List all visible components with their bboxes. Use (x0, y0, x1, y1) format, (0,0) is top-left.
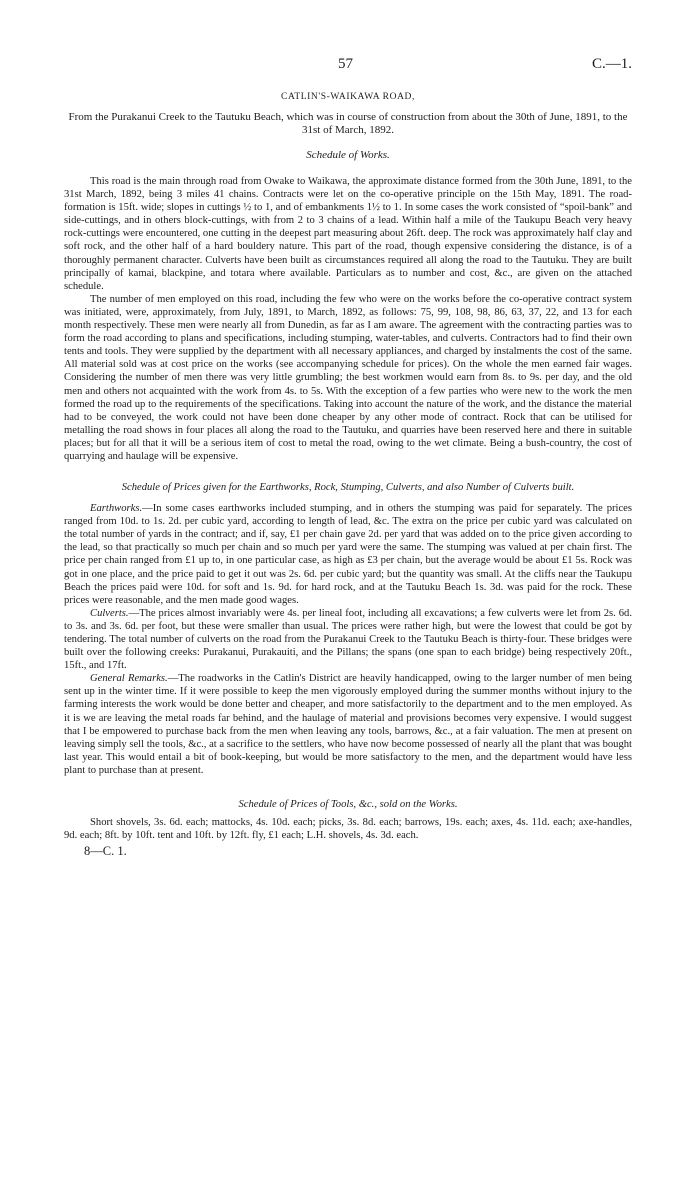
tools-prices-text: Short shovels, 3s. 6d. each; mattocks, 4s. 10d. each; picks, 3s. 8d. each; barrows, 19s. each; axes, 4s. 11d. each; axe-handles, 9d. each; 8ft. by 10ft. tent and 10ft. by 12ft. fly, £1 each; L.H. shovels, 4s. 3d. each. (64, 817, 632, 842)
schedule-of-works-heading: Schedule of Works. (306, 149, 390, 161)
section-title: CATLIN'S-WAIKAWA ROAD, (281, 92, 415, 102)
page-header (64, 56, 632, 78)
paragraph: The number of men employed on this road, including the few who were on the works before the co-operative contract system was initiated, were, approximately, from July, 1891, to March, 1892, as follows: 75, 99, 108, 98, 86, 63, 37, 22, and 13 for each month respectively. These men were nearly all from Dunedin, as far as I am aware. The agreement with the contracting parties was to form the road according to plans and specifications, including stumping, water-tables, and culverts. Contractors had to find their own tents and tools. They were supplied by the department with all necessary appliances, and charged by instalments the cost of the same. All material sold was at cost price on the works (see accompanying schedule for prices). On the whole the men earned fair wages. Considering the number of men there was very little grumbling; the best workmen would earn from 8s. to 9s. per day, and the old men and others not acquainted with the work from 4s. to 5s. With the exception of a few parties who were new to the work the men formed the road up to the requirements of the specifications. Taking into account the nature of the work, and the distance the material had to be conveyed, the work could not have been done cheaper by any other mode of contract. Rock that can be utilised for metalling the road shows in four places all along the road to the Tautuku, and quarries have been reserved here and there in suitable places; but for all that it will be a serious item of cost to metal the road, owing to the wet climate. Being a bush-country, the cost of quarrying and haulage will be expensive. (64, 293, 632, 462)
tools-schedule-heading: Schedule of Prices of Tools, &c., sold on the Works. (238, 799, 458, 811)
general-remarks-paragraph (64, 672, 632, 777)
prices-schedule-heading: Schedule of Prices given for the Earthworks, Rock, Stumping, Culverts, and also Number of Culverts built. (121, 482, 575, 494)
document-code: C.—1. (591, 56, 632, 72)
paragraph-text: —The prices almost invariably were 4s. per lineal foot, including all excavations; a few culverts were let from 2s. 6d. to 3s. and 3s. 6d. per foot, but these were smaller than usual. The prices were rather high, but were the lowest that could be got by tendering. The total number of culverts on the road from the Purakanui Creek to the Tautuku Beach is thirty-four. These bridges were built over the following creeks: Purakanui, Purakauiti, and the Pillans; the spans (one span to each bridge) being respectively 20ft., 15ft., and 17ft. (64, 607, 632, 672)
paragraph-text: —The roadworks in the Catlin's District are heavily handicapped, owing to the larger number of men being sent up in the winter time. If it were possible to keep the men vigorously employed during the summer months without injury to the farming interests the work would be done better and cheaper, and more satisfactorily to the department and to the men employed. As it is we are leaving the metal roads far behind, and the haulage of material and provisions becomes very expensive. I would suggest that I be empowered to purchase back from the men when leaving any tools, barrows, &c., at a fair valuation. The men at present on leaving simply sell the tools, &c., at a sacrifice to the settlers, who have now become possessed of nearly all the plant that was bought last year. This would entail a bit of book-keeping, but would be more satisfactory to the men, and the department would have less plant to purchase than at present. (64, 673, 632, 776)
paragraph: This road is the main through road from Owake to Waikawa, the approximate distance formed from the 30th June, 1891, to the 31st March, 1892, being 3 miles 41 chains. Contracts were let on the co-operative principle on the 15th May, 1891. The road-formation is 15ft. wide; slopes in cuttings ½ to 1, and of embankments 1½ to 1. In some cases the work consisted of “spoil-bank” and side-cuttings, and in others block-cuttings, with from 2 to 3 chains of a lead. Within half a mile of the Taukupu Beach very heavy rock-cuttings were encountered, one cutting in the deepest part measuring about 26ft. deep. The rock was approximately half clay and soft rock, and the other half of a hard bouldery nature. This part of the road, though expensive considering the distance, is of a thoroughly permanent character. Culverts have been built as circumstances required all along the road to the Tautuku. They are built principally of kamai, blackpine, and totara where available. Particulars as to number and cost, &c., are given on the attached schedule. (64, 176, 632, 292)
works-description (64, 175, 632, 463)
prices-sections (64, 502, 632, 777)
paragraph-lead: Culverts. (90, 607, 129, 619)
culverts-paragraph (64, 607, 632, 672)
earthworks-paragraph (64, 502, 632, 607)
document-page (64, 56, 632, 859)
paragraph-text: —In some cases earthworks included stumping, and in others the stumping was paid for separately. The prices ranged from 10d. to 1s. 2d. per cubic yard, according to length of lead, &c. The extra on the price per cubic yard was calculated on the total number of yards in the contract; and if, say, £1 per chain gave 2d. per yard that was added on to the price given according to the lead, so that practically so much per chain and so much per yard were the same. The stumping was valued at per chain first. The price per chain ranged from £1 up to, in one particular case, as high as £3 per chain, but the average would be about £1 5s. Rock was got in one place, and the price paid to get it out was 2s. 6d. per cubic yard; but the quantity was small. At the cliffs near the Taukupu Beach the prices paid were 10d. for soft and 1s. 9d. for hard rock, and at the Tautuku Beach 1s. 3d. was paid for the rock. These prices were reasonable, and the men made good wages. (64, 503, 632, 606)
page-number: 57 (338, 56, 353, 72)
signature-mark: 8—C. 1. (84, 844, 127, 859)
paragraph-lead: General Remarks. (90, 673, 168, 685)
paragraph-lead: Earthworks. (90, 503, 143, 515)
section-subtitle: From the Purakanui Creek to the Tautuku Beach, which was in course of construction from about the 30th of June, 1891, to the 31st of March, 1892. (68, 111, 628, 136)
